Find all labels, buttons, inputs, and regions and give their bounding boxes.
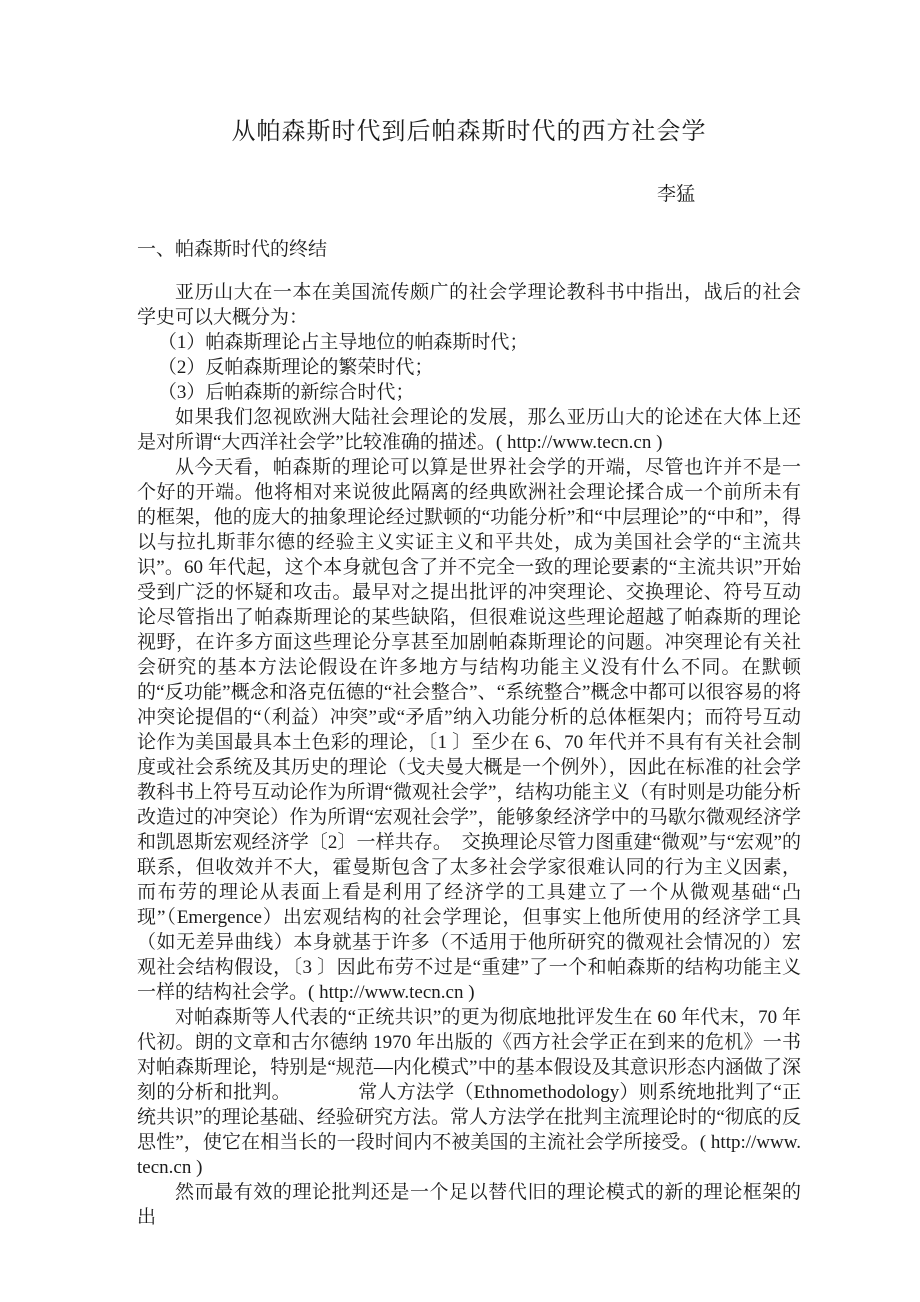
document-content — [137, 0, 801, 1230]
document-title: 从帕森斯时代到后帕森斯时代的西方社会学 — [231, 119, 707, 145]
section-body — [137, 280, 801, 1230]
paragraph-orthodox-consensus-critique: 对帕森斯等人代表的“正统共识”的更为彻底地批评发生在 60 年代末，70 年代初。朗的文章和古尔德纳 1970 年出版的《西方社会学正在到来的危机》一书对帕森斯理论，特别是“规范—内化模式”中的基本假设及其意识形态内涵做了深刻的分析和批判。 常人方法学（Ethnomethodology）则系统地批判了“正统共识”的理论基础、经验研究方法。常人方法学在批判主流理论时的“彻底的反思性”，使它在相当长的一段时间内不被美国的主流社会学所接受。( http://www.tecn.cn ) — [137, 1007, 801, 1178]
list-item-2: （2）反帕森斯理论的繁荣时代； — [157, 357, 434, 378]
list-item-3: （3）后帕森斯的新综合时代； — [157, 382, 415, 403]
paragraph-atlantic-sociology: 如果我们忽视欧洲大陆社会理论的发展，那么亚历山大的论述在大体上还是对所谓“大西洋社会学”比较准确的描述。( http://www.tecn.cn ) — [137, 407, 801, 453]
paragraph-parsons-theory: 从今天看，帕森斯的理论可以算是世界社会学的开端，尽管也许并不是一个好的开端。他将相对来说彼此隔离的经典欧洲社会理论揉合成一个前所未有的框架，他的庞大的抽象理论经过默顿的“功能分析”和“中层理论”的“中和”，得以与拉扎斯菲尔德的经验主义实证主义和平共处，成为美国社会学的“主流共识”。60 年代起，这个本身就包含了并不完全一致的理论要素的“主流共识”开始受到广泛的怀疑和攻击。最早对之提出批评的冲突理论、交换理论、符号互动论尽管指出了帕森斯理论的某些缺陷，但很难说这些理论超越了帕森斯的理论视野，在许多方面这些理论分享甚至加剧帕森斯理论的问题。冲突理论有关社会研究的基本方法论假设在许多地方与结构功能主义没有什么不同。在默顿的“反功能”概念和洛克伍德的“社会整合”、“系统整合”概念中都可以很容易的将冲突论提倡的“（利益）冲突”或“矛盾”纳入功能分析的总体框架内；而符号互动论作为美国最具本土色彩的理论，〔1 〕至少在 6、70 年代并不具有有关社会制度或社会系统及其历史的理论（戈夫曼大概是一个例外），因此在标准的社会学教科书上符号互动论作为所谓“微观社会学”，结构功能主义（有时则是功能分析改造过的冲突论）作为所谓“宏观社会学”，能够象经济学中的马歇尔微观经济学和凯恩斯宏观经济学〔2〕一样共存。 交换理论尽管力图重建“微观”与“宏观”的联系，但收效并不大，霍曼斯包含了太多社会学家很难认同的行为主义因素，而布劳的理论从表面上看是利用了经济学的工具建立了一个从微观基础“凸现”（Emergence）出宏观结构的社会学理论，但事实上他所使用的经济学工具（如无差异曲线）本身就基于许多（不适用于他所研究的微观社会情况的）宏观社会结构假设，〔3 〕因此布劳不过是“重建”了一个和帕森斯的结构功能主义一样的结构社会学。( http://www.tecn.cn ) — [137, 457, 801, 1003]
author-name: 李猛 — [656, 184, 695, 205]
section-heading: 一、帕森斯时代的终结 — [137, 239, 328, 260]
list-item-1: （1）帕森斯理论占主导地位的帕森斯时代； — [157, 332, 529, 353]
paragraph-effective-critique: 然而最有效的理论批判还是一个足以替代旧的理论模式的新的理论框架的出 — [137, 1182, 801, 1228]
paragraph-intro: 亚历山大在一本在美国流传颇广的社会学理论教科书中指出，战后的社会学史可以大概分为： — [137, 282, 801, 328]
